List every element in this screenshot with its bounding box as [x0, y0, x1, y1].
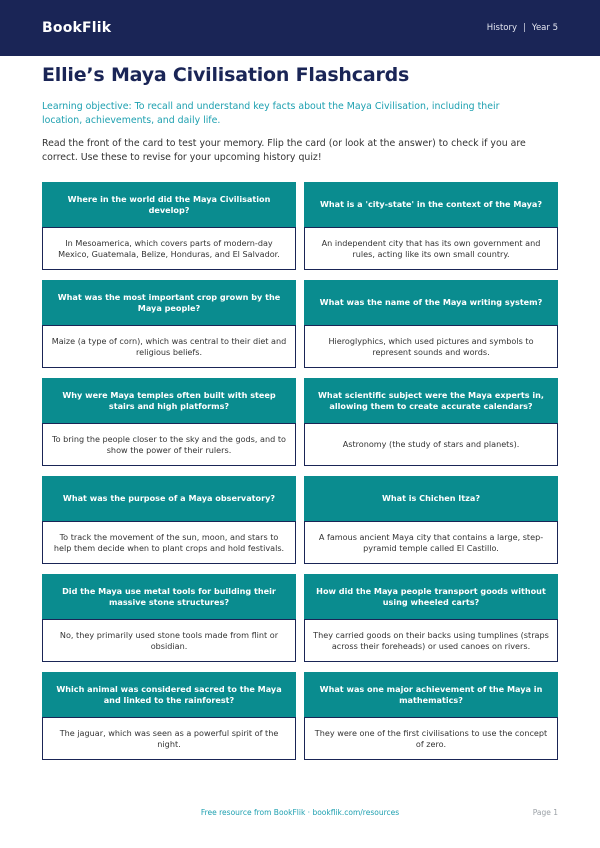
- flashcard[interactable]: [42, 378, 296, 466]
- flashcard[interactable]: [42, 574, 296, 662]
- flashcard-answer: They were one of the first civilisations to use the concept of zero.: [304, 717, 558, 760]
- flashcard-question: What is a 'city-state' in the context of the Maya?: [304, 182, 558, 227]
- flashcard-answer: No, they primarily used stone tools made from flint or obsidian.: [42, 619, 296, 662]
- footer-resource-link[interactable]: Free resource from BookFlik · bookflik.com/resources: [200, 808, 400, 817]
- flashcard-question: Did the Maya use metal tools for building their massive stone structures?: [42, 574, 296, 619]
- flashcard-answer: The jaguar, which was seen as a powerful spirit of the night.: [42, 717, 296, 760]
- learning-objective: Learning objective: To recall and understand key facts about the Maya Civilisation, including their location, achievements, and daily life.: [42, 101, 500, 126]
- flashcard[interactable]: [304, 378, 558, 466]
- meta-separator: |: [523, 23, 526, 33]
- instructions-text: Read the front of the card to test your memory. Flip the card (or look at the answer) to check if you are correct. Use these to revise for your upcoming history quiz!: [42, 138, 526, 163]
- flashcard[interactable]: [304, 476, 558, 564]
- flashcard-answer: They carried goods on their backs using tumplines (straps across their foreheads) or used canoes on rivers.: [304, 619, 558, 662]
- flashcard-question: What was one major achievement of the Maya in mathematics?: [304, 672, 558, 717]
- brand-logo-text[interactable]: BookFlik: [42, 20, 112, 36]
- flashcard[interactable]: [42, 476, 296, 564]
- flashcard-question: Which animal was considered sacred to the Maya and linked to the rainforest?: [42, 672, 296, 717]
- flashcard-answer: An independent city that has its own government and rules, acting like its own small country.: [304, 227, 558, 270]
- flashcard-question: What is Chichen Itza?: [304, 476, 558, 521]
- flashcard[interactable]: [42, 672, 296, 760]
- page-number: Page 1: [532, 808, 558, 817]
- flashcard-question: What scientific subject were the Maya experts in, allowing them to create accurate calendars?: [304, 378, 558, 423]
- flashcard-question: Why were Maya temples often built with steep stairs and high platforms?: [42, 378, 296, 423]
- flashcard[interactable]: [304, 672, 558, 760]
- flashcard-answer: A famous ancient Maya city that contains a large, step-pyramid temple called El Castillo.: [304, 521, 558, 564]
- flashcard-grid: [42, 182, 558, 760]
- page-title: Ellie’s Maya Civilisation Flashcards: [42, 64, 410, 86]
- flashcard[interactable]: [304, 280, 558, 368]
- flashcard-answer: To track the movement of the sun, moon, and stars to help them decide when to plant crops and hold festivals.: [42, 521, 296, 564]
- subject-year-meta: [487, 23, 558, 33]
- flashcard[interactable]: [304, 182, 558, 270]
- flashcard-question: What was the most important crop grown by the Maya people?: [42, 280, 296, 325]
- flashcard-question: What was the name of the Maya writing system?: [304, 280, 558, 325]
- subject-label: History: [486, 23, 518, 33]
- flashcard-answer: Hieroglyphics, which used pictures and symbols to represent sounds and words.: [304, 325, 558, 368]
- flashcard[interactable]: [42, 182, 296, 270]
- flashcard-question: How did the Maya people transport goods without using wheeled carts?: [304, 574, 558, 619]
- flashcard-answer: Astronomy (the study of stars and planets).: [304, 423, 558, 466]
- year-label: Year 5: [531, 23, 558, 33]
- top-header-bar: [0, 0, 600, 56]
- flashcard[interactable]: [42, 280, 296, 368]
- flashcard-answer: In Mesoamerica, which covers parts of modern-day Mexico, Guatemala, Belize, Honduras, and El Salvador.: [42, 227, 296, 270]
- flashcard-answer: To bring the people closer to the sky and the gods, and to show the power of their rulers.: [42, 423, 296, 466]
- flashcard-question: Where in the world did the Maya Civilisation develop?: [42, 182, 296, 227]
- flashcard-answer: Maize (a type of corn), which was central to their diet and religious beliefs.: [42, 325, 296, 368]
- flashcard-question: What was the purpose of a Maya observatory?: [42, 476, 296, 521]
- flashcard[interactable]: [304, 574, 558, 662]
